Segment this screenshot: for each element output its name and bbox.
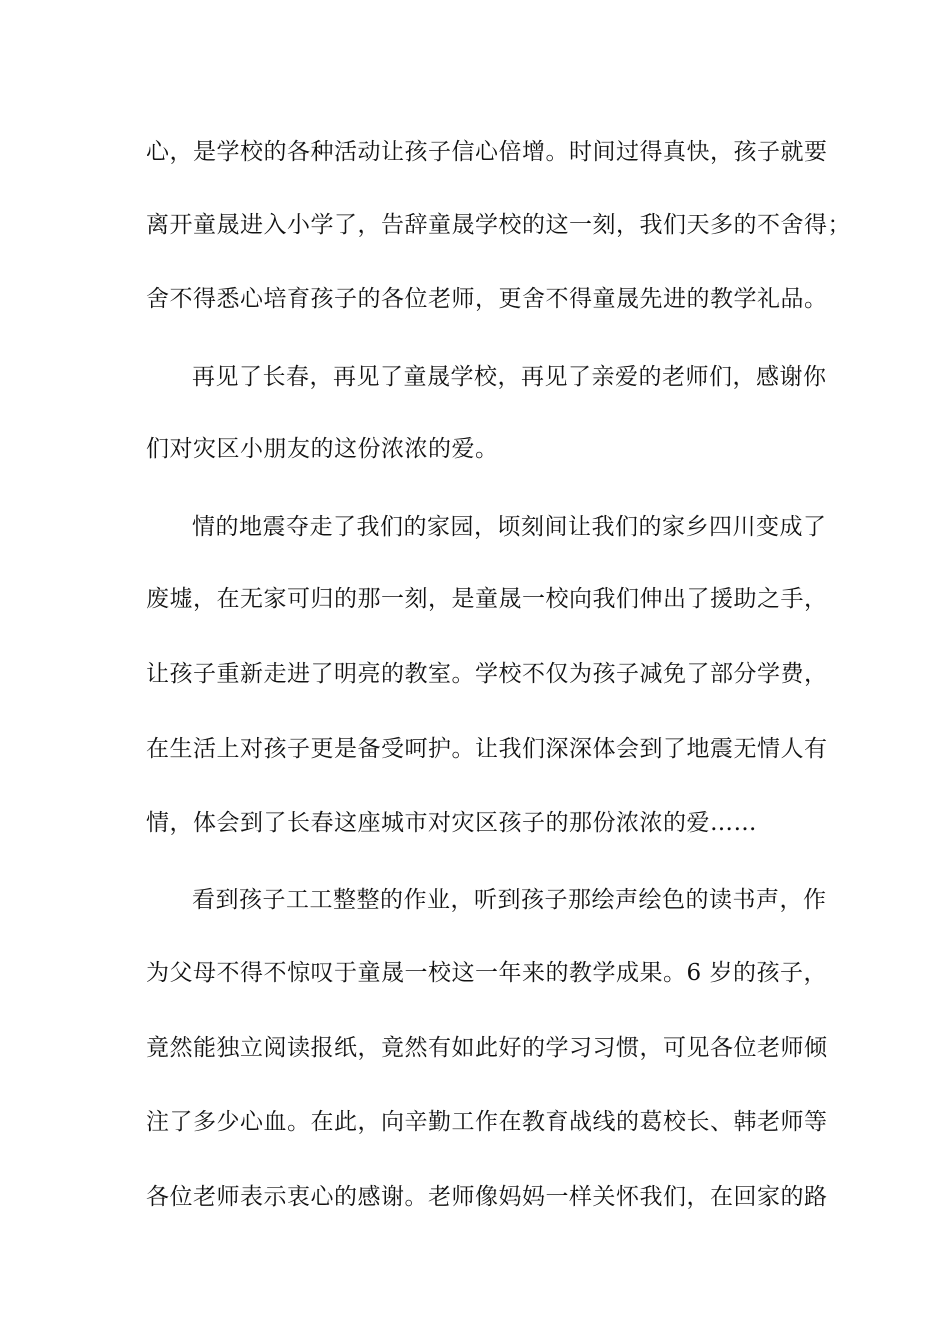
text-line: 废墟，在无家可归的那一刻，是童晟一校向我们伸出了援助之手， — [146, 586, 828, 612]
paragraph-last-line: 情，体会到了长春这座城市对灾区孩子的那份浓浓的爱…… — [146, 810, 757, 836]
text-line: 在生活上对孩子更是备受呵护。让我们深深体会到了地震无情人有 — [146, 736, 828, 762]
text-line: 为父母不得不惊叹于童晟一校这一年来的教学成果。6 岁的孩子， — [146, 960, 827, 986]
paragraph-first-line: 看到孩子工工整整的作业，听到孩子那绘声绘色的读书声，作 — [192, 887, 827, 913]
paragraph-last-line: 们对灾区小朋友的这份浓浓的爱。 — [146, 436, 499, 462]
paragraph-first-line: 再见了长春，再见了童晟学校，再见了亲爱的老师们，感谢你 — [192, 364, 827, 390]
text-line: 离开童晟进入小学了，告辞童晟学校的这一刻，我们天多的不舍得； — [146, 212, 851, 238]
paragraph-first-line: 情的地震夺走了我们的家园，顷刻间让我们的家乡四川变成了 — [192, 514, 827, 540]
text-line: 竟然能独立阅读报纸，竟然有如此好的学习习惯，可见各位老师倾 — [146, 1035, 828, 1061]
text-line: 让孩子重新走进了明亮的教室。学校不仅为孩子减免了部分学费， — [146, 661, 828, 687]
text-line: 注了多少心血。在此，向辛勤工作在教育战线的葛校长、韩老师等 — [146, 1109, 828, 1135]
text-line: 各位老师表示衷心的感谢。老师像妈妈一样关怀我们，在回家的路 — [146, 1184, 828, 1210]
text-line: 舍不得悉心培育孩子的各位老师，更舍不得童晟先进的教学礼品。 — [146, 286, 828, 312]
text-line: 心，是学校的各种活动让孩子信心倍增。时间过得真快，孩子就要 — [146, 139, 828, 165]
